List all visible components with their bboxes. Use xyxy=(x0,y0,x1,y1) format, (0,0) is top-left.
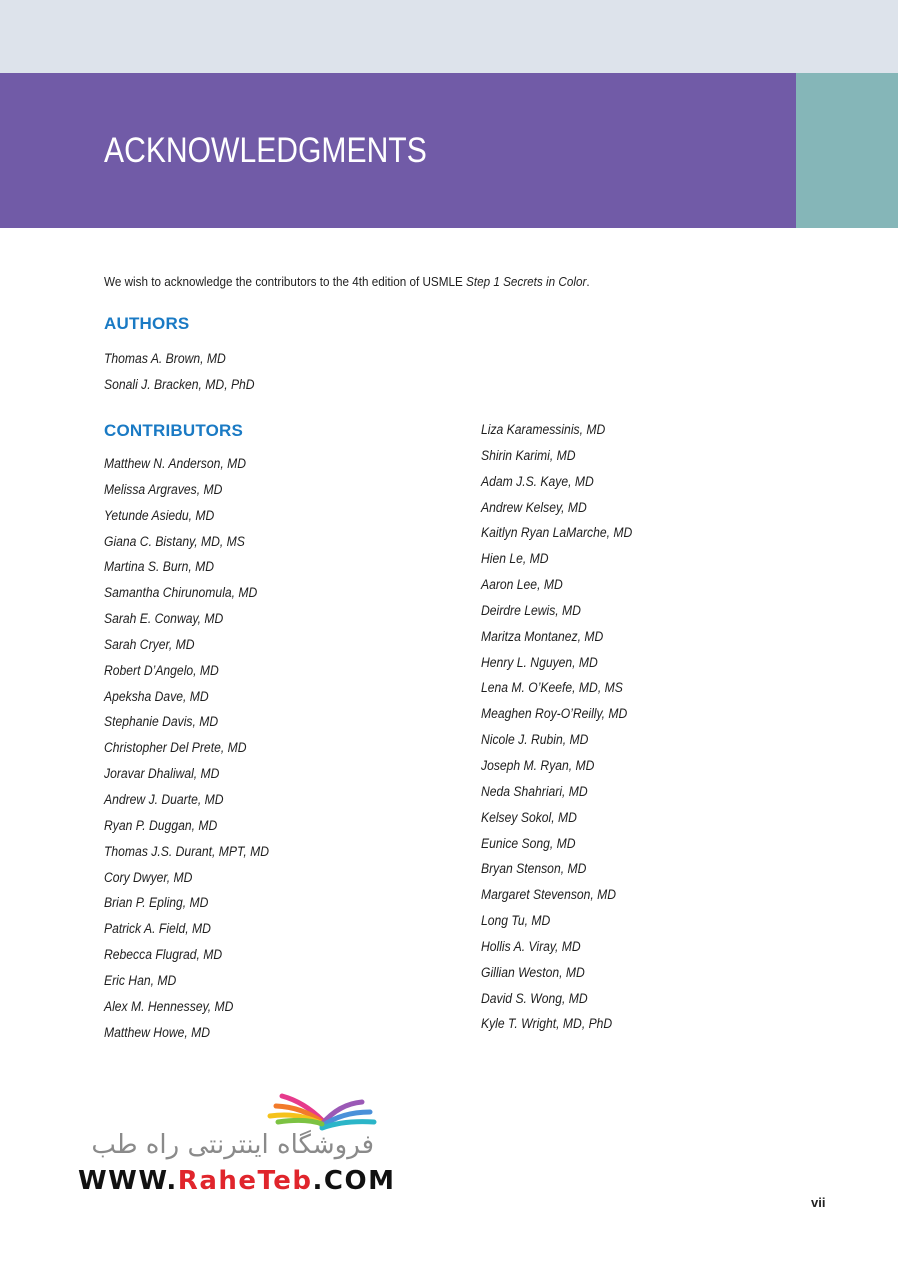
contributor-name: Apeksha Dave, MD xyxy=(104,688,209,704)
contributor-name: Stephanie Davis, MD xyxy=(104,714,219,730)
banner-accent-block xyxy=(796,73,898,228)
contributor-name: Long Tu, MD xyxy=(481,913,551,929)
contributor-name: Gillian Weston, MD xyxy=(481,964,585,980)
contributor-name: Yetunde Asiedu, MD xyxy=(104,507,215,523)
watermark-url-brand: RaheTeb xyxy=(177,1166,313,1196)
contributor-name: Thomas J.S. Durant, MPT, MD xyxy=(104,843,269,859)
contributor-name: Joseph M. Ryan, MD xyxy=(481,757,595,773)
contributor-name: Meaghen Roy-O’Reilly, MD xyxy=(481,706,628,722)
contributor-name: Neda Shahriari, MD xyxy=(481,783,588,799)
contributor-name: Deirdre Lewis, MD xyxy=(481,602,581,618)
contributor-name: Kyle T. Wright, MD, PhD xyxy=(481,1016,613,1032)
authors-list xyxy=(104,346,271,398)
contributors-list-column-2 xyxy=(481,417,649,1037)
page-title: ACKNOWLEDGMENTS xyxy=(104,131,427,170)
contributor-name: Eric Han, MD xyxy=(104,972,177,988)
contributor-name: Eunice Song, MD xyxy=(481,835,576,851)
contributor-name: Ryan P. Duggan, MD xyxy=(104,817,218,833)
watermark-url-suffix: .COM xyxy=(312,1166,396,1196)
watermark-url xyxy=(78,1166,395,1196)
contributor-name: Shirin Karimi, MD xyxy=(481,447,576,463)
contributor-name: Lena M. O’Keefe, MD, MS xyxy=(481,680,623,696)
contributor-name: Adam J.S. Kaye, MD xyxy=(481,473,594,489)
contributor-name: Henry L. Nguyen, MD xyxy=(481,654,598,670)
contributor-name: Melissa Argraves, MD xyxy=(104,481,223,497)
contributor-name: Cory Dwyer, MD xyxy=(104,869,193,885)
contributor-name: Kaitlyn Ryan LaMarche, MD xyxy=(481,525,633,541)
contributor-name: Hien Le, MD xyxy=(481,551,549,567)
contributor-name: Liza Karamessinis, MD xyxy=(481,422,606,437)
contributor-name: Kelsey Sokol, MD xyxy=(481,809,577,825)
contributor-name: Sarah Cryer, MD xyxy=(104,636,195,652)
contributor-name: Robert D’Angelo, MD xyxy=(104,662,219,678)
contributor-name: Patrick A. Field, MD xyxy=(104,921,211,937)
intro-paragraph xyxy=(104,274,590,289)
contributor-name: Maritza Montanez, MD xyxy=(481,628,604,644)
contributor-name: Sarah E. Conway, MD xyxy=(104,611,224,627)
author-name: Thomas A. Brown, MD xyxy=(104,351,226,366)
contributor-name: Nicole J. Rubin, MD xyxy=(481,732,589,748)
contributor-name: Joravar Dhaliwal, MD xyxy=(104,766,220,782)
contributor-name: Andrew J. Duarte, MD xyxy=(104,791,224,807)
contributor-name: Matthew N. Anderson, MD xyxy=(104,456,247,471)
intro-prefix: We wish to acknowledge the contributors to the 4th edition of USMLE xyxy=(104,274,467,289)
contributor-name: Brian P. Epling, MD xyxy=(104,895,209,911)
contributor-name: Bryan Stenson, MD xyxy=(481,861,587,877)
watermark-persian-text: فروشگاه اینترنتی راه طب xyxy=(91,1130,374,1160)
contributor-name: Christopher Del Prete, MD xyxy=(104,740,247,756)
watermark-url-prefix: WWW. xyxy=(78,1166,178,1196)
contributor-name: Rebecca Flugrad, MD xyxy=(104,947,223,963)
contributors-heading: CONTRIBUTORS xyxy=(104,421,244,440)
contributor-name: Hollis A. Viray, MD xyxy=(481,938,581,954)
page-number: vii xyxy=(811,1195,826,1210)
author-name: Sonali J. Bracken, MD, PhD xyxy=(104,376,255,392)
contributor-name: Andrew Kelsey, MD xyxy=(481,499,587,515)
contributor-name: David S. Wong, MD xyxy=(481,990,588,1006)
contributor-name: Samantha Chirunomula, MD xyxy=(104,585,258,601)
top-strip xyxy=(0,0,898,73)
contributor-name: Margaret Stevenson, MD xyxy=(481,887,617,903)
contributor-name: Aaron Lee, MD xyxy=(481,577,563,593)
authors-heading: AUTHORS xyxy=(104,314,190,333)
intro-book-title: Step 1 Secrets in Color xyxy=(466,274,587,289)
intro-suffix: . xyxy=(586,274,590,289)
contributor-name: Giana C. Bistany, MD, MS xyxy=(104,533,245,549)
contributor-name: Martina S. Burn, MD xyxy=(104,559,215,575)
contributor-name: Alex M. Hennessey, MD xyxy=(104,998,234,1014)
contributor-name: Matthew Howe, MD xyxy=(104,1024,211,1040)
contributors-list-column-1 xyxy=(104,451,287,1045)
